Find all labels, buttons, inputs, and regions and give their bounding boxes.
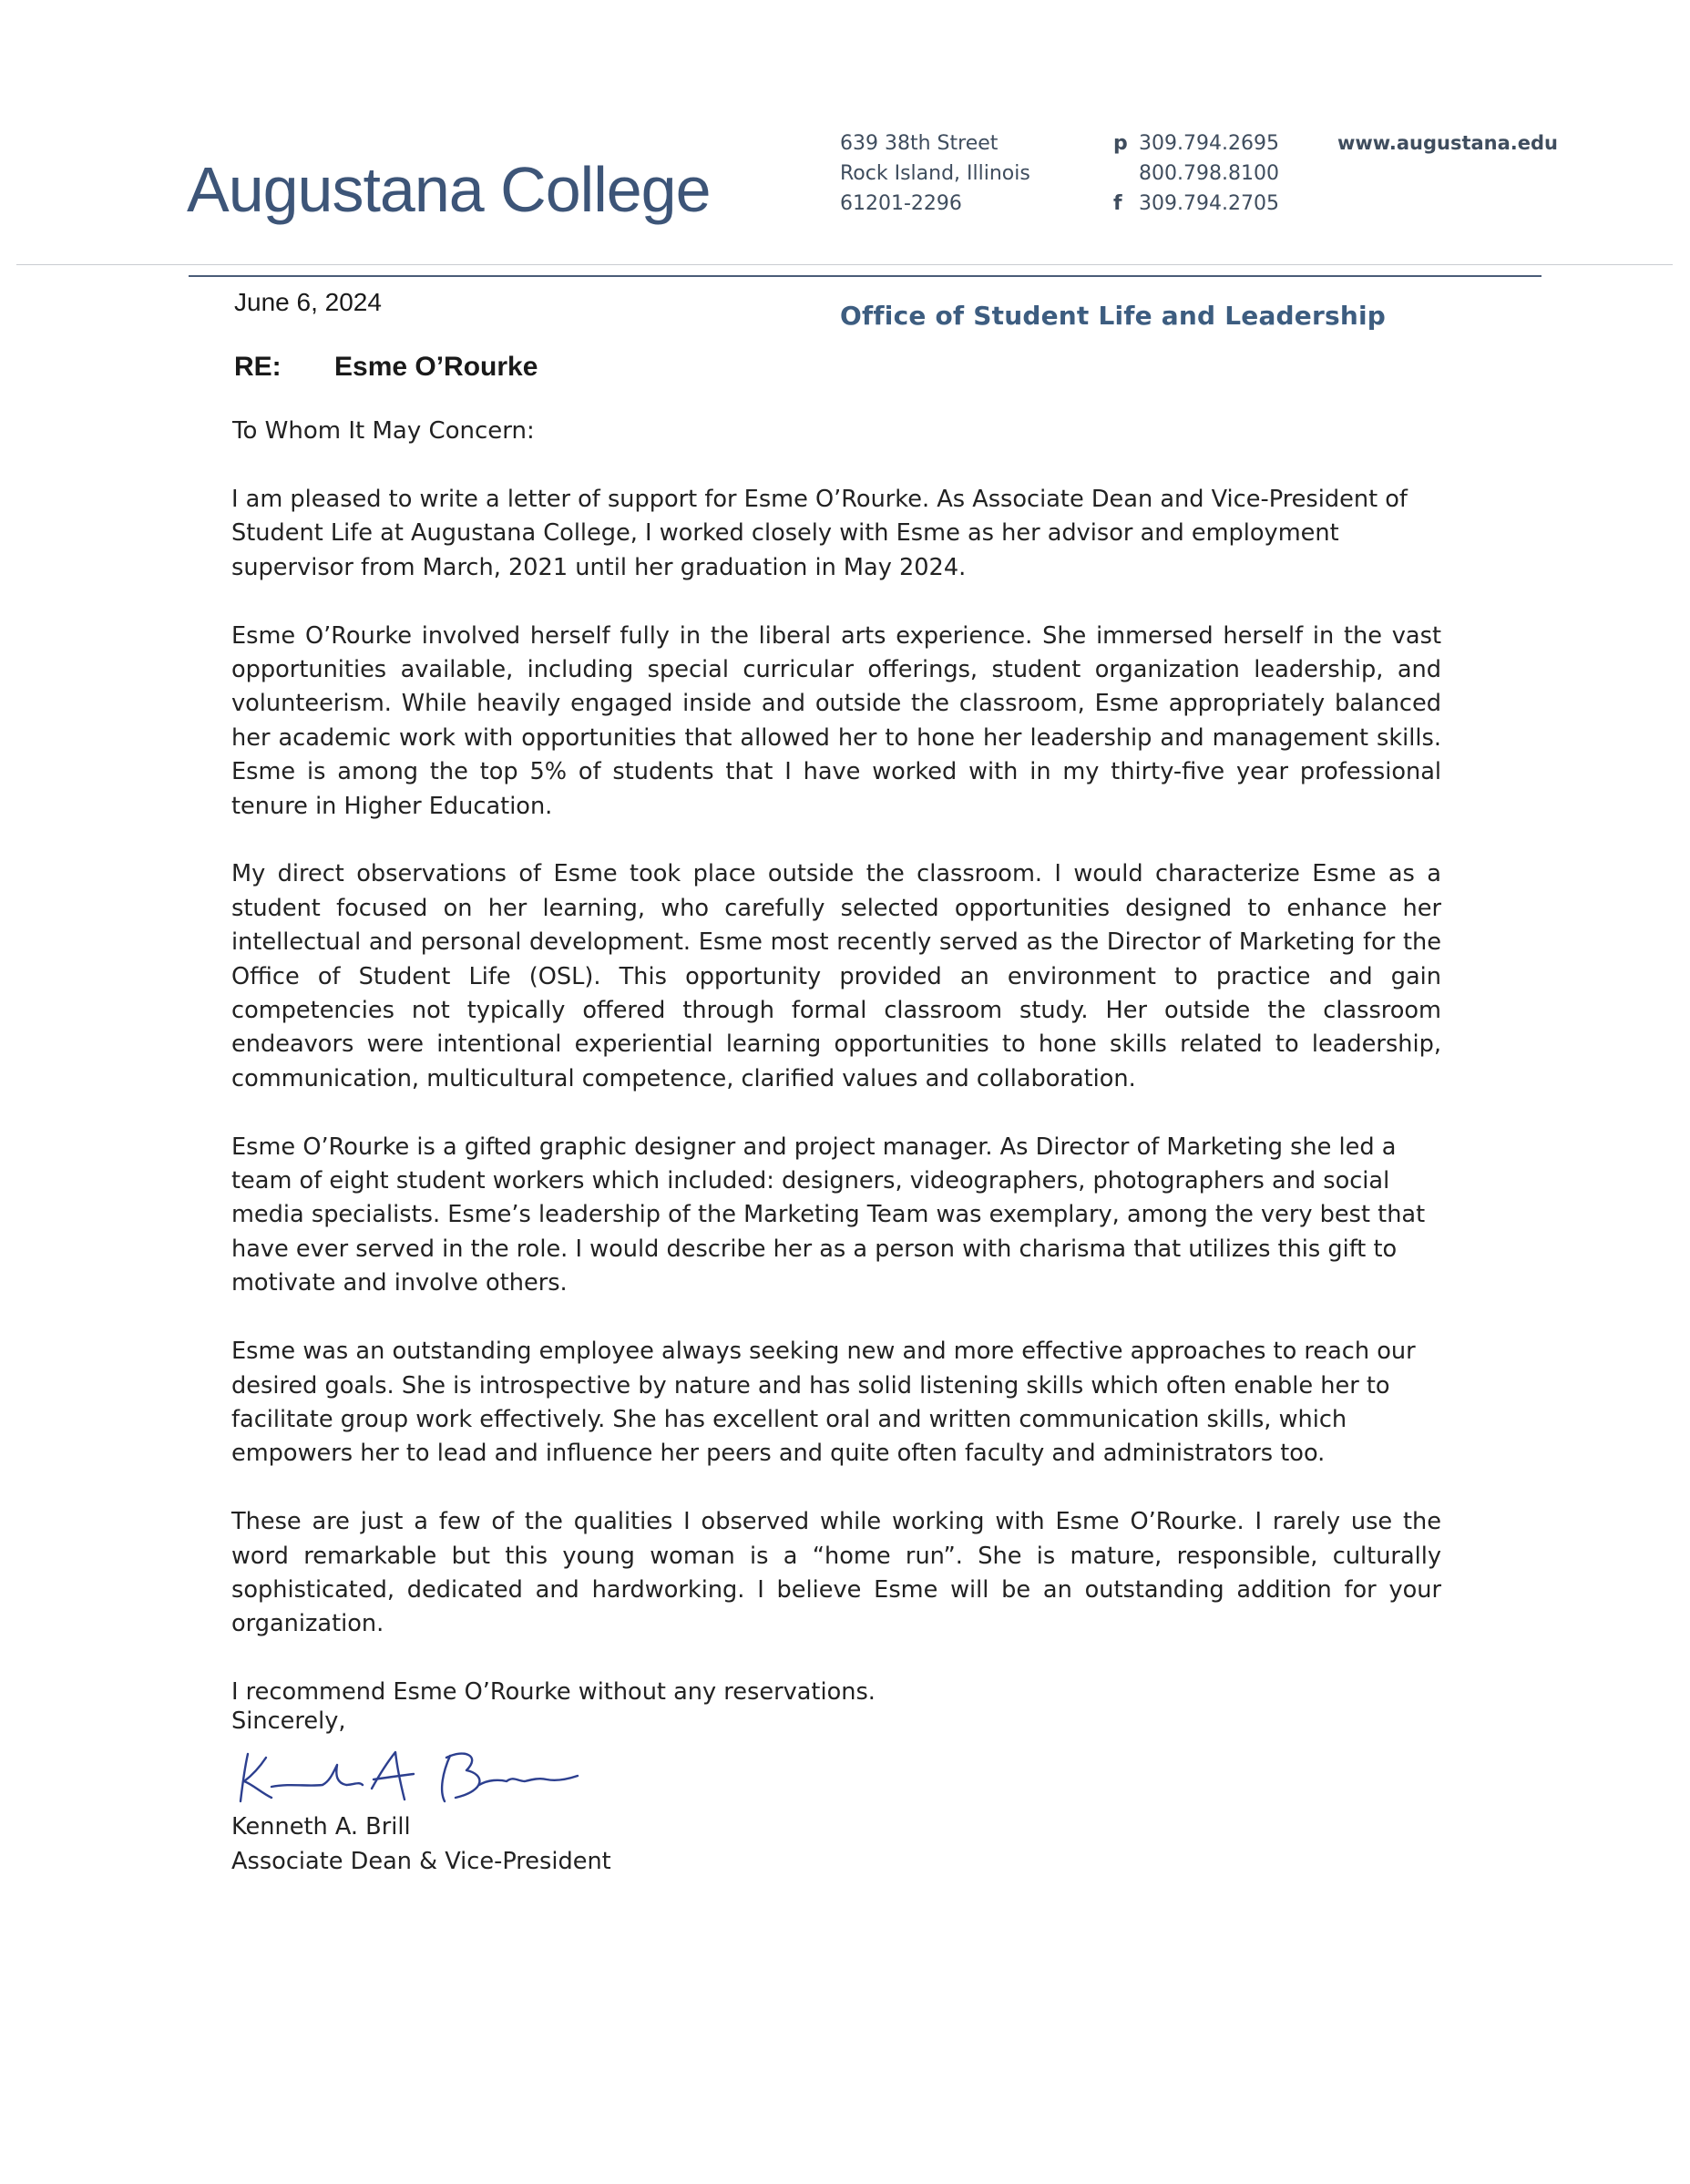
phone-number: 309.794.2695 (1139, 132, 1279, 155)
address-block (840, 128, 1030, 219)
salutation: To Whom It May Concern: (232, 417, 535, 445)
body-paragraph: Esme O’Rourke involved herself fully in the liberal arts experience. She immersed herself in the vast opportunities available, including special curricular offerings, student organization leadership, and volunteerism. While heavily engaged inside and outside the classroom, Esme appropriately balanced her academic work with opportunities that allowed her to hone her leadership and management skills. Esme is among the top 5% of students that I have worked with in my thirty-five year professional tenure in Higher Education. (231, 621, 1441, 820)
signer-block (231, 1810, 611, 1879)
body-paragraph: I recommend Esme O’Rourke without any reservations. (231, 1678, 876, 1707)
phone-block (1113, 128, 1279, 219)
phone-number: 800.798.8100 (1139, 162, 1279, 185)
signer-title: Associate Dean & Vice-President (231, 1848, 611, 1875)
body-paragraph: My direct observations of Esme took place outside the classroom. I would characterize Esme as a student focused on her learning, who carefully selected opportunities designed to enhance her intellectual and personal development. Esme most recently served as the Director of Marketing for the Office of Student Life (OSL). This opportunity provided an environment to practice and gain competencies not typically offered through formal classroom study. Her outside the classroom endeavors were intentional experiential learning opportunities to hone skills related to leadership, communication, multicultural competence, clarified values and collaboration. (231, 860, 1441, 1092)
phone-row (1113, 189, 1279, 219)
body-paragraph: Esme O’Rourke is a gifted graphic designer and project manager. As Director of Marketing she led a team of eight student workers which included: designers, videographers, photographers and social media specialists. Esme’s leadership of the Marketing Team was exemplary, among the very best that have ever served in the role. I would describe her as a person with charisma that utilizes this gift to motivate and involve others. (231, 1133, 1426, 1297)
signer-name: Kenneth A. Brill (231, 1813, 411, 1841)
office-title: Office of Student Life and Leadership (840, 301, 1387, 331)
address-line: 61201-2296 (840, 192, 962, 215)
header-divider-light (16, 264, 1673, 265)
college-logo: Augustana College (187, 154, 711, 225)
fax-number: 309.794.2705 (1139, 192, 1279, 215)
phone-row (1113, 159, 1279, 189)
fax-prefix: f (1113, 192, 1122, 215)
phone-prefix (1113, 159, 1139, 189)
phone-row (1113, 128, 1279, 159)
body-paragraph: These are just a few of the qualities I observed while working with Esme O’Rourke. I rarely use the word remarkable but this young woman is a “home run”. She is mature, responsible, culturally sophisticated, dedicated and hardworking. I believe Esme will be an outstanding addition for your organization. (231, 1508, 1441, 1638)
re-name: Esme O’Rourke (334, 352, 538, 382)
signature-image (235, 1745, 590, 1810)
letter-body (231, 483, 1441, 1744)
re-line (234, 352, 538, 383)
body-paragraph: Esme was an outstanding employee always seeking new and more effective approaches to reach our desired goals. She is introspective by nature and has solid listening skills which often enable her to facilitate group work effectively. She has excellent oral and written communication skills, which empowers her to lead and influence her peers and quite often faculty and administrators too. (231, 1338, 1416, 1468)
website-link[interactable]: www.augustana.edu (1337, 132, 1558, 154)
letter-date: June 6, 2024 (234, 288, 382, 316)
header-divider (189, 275, 1541, 277)
address-line: 639 38th Street (840, 132, 999, 155)
address-line: Rock Island, Illinois (840, 162, 1030, 185)
closing: Sincerely, (231, 1707, 346, 1735)
re-label: RE: (234, 352, 282, 382)
phone-prefix: p (1113, 132, 1128, 155)
body-paragraph: I am pleased to write a letter of support for Esme O’Rourke. As Associate Dean and Vice-President of Student Life at Augustana College, I worked closely with Esme as her advisor and employment supervisor from March, 2021 until her graduation in May 2024. (231, 486, 1408, 581)
